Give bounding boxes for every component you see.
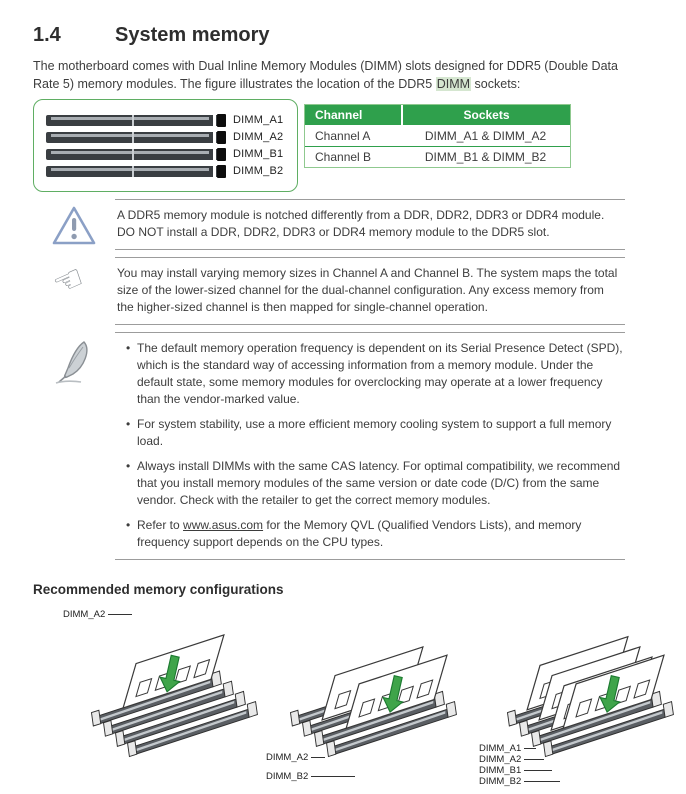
channel-a-sockets-cell: DIMM_A1 & DIMM_A2 [401, 125, 570, 146]
dimm-slot-label: DIMM_B2 [233, 165, 284, 177]
table-header-channel: Channel [305, 105, 401, 125]
link-bullet-before: Refer to [137, 518, 184, 532]
link-bullet-after: for the Memory QVL (Qualified Vendors Lists), and memory frequency support depends on the CPU types. [137, 518, 582, 549]
warning-triangle-icon [33, 199, 115, 250]
dimm-slot-row [46, 131, 289, 143]
recommended-configurations-figure [63, 609, 625, 794]
bullet-marker [117, 517, 137, 551]
info-note [33, 332, 625, 560]
bullet-text: Always install DIMMs with the same CAS latency. For optimal compatibility, we recommend that you install memory modules of the same version or date code (D/C) from the same vendor. Check with the retailer to get the correct memory modules. [137, 459, 621, 507]
bullet-marker [117, 340, 137, 408]
list-item [117, 416, 623, 450]
dimm-slot-label: DIMM_A2 [233, 131, 284, 143]
dimm-slot-row [46, 114, 289, 126]
config1-label-a2: DIMM_A2 [63, 609, 132, 620]
warning-note [33, 199, 625, 250]
config3-label-b2: DIMM_B2 [479, 776, 560, 787]
quad-dimm-config-diagram [461, 609, 660, 794]
dimm-slot-row [46, 148, 289, 160]
dimm-slot-diagram [33, 99, 298, 192]
table-header-sockets: Sockets [401, 105, 570, 125]
pointing-hand-icon: ☜ [46, 257, 90, 305]
list-item [117, 517, 623, 551]
bullet-marker [117, 416, 137, 450]
section-heading [33, 24, 625, 47]
bullet-text: For system stability, use a more efficient memory cooling system to support a full memory load. [137, 417, 612, 448]
list-item [117, 340, 623, 408]
dimm-slot-graphic [46, 149, 226, 160]
channel-b-sockets-cell: DIMM_B1 & DIMM_B2 [401, 146, 570, 167]
channel-a-cell: Channel A [305, 125, 401, 146]
important-note [33, 257, 625, 325]
quill-pen-icon [33, 332, 115, 560]
channel-sockets-table [304, 104, 571, 168]
dimm-install-art-1 [85, 609, 270, 781]
info-bullet-list [117, 340, 623, 551]
table-row [305, 146, 570, 167]
dimm-slot-row [46, 165, 289, 177]
info-note-body [115, 332, 625, 560]
dimm-location-figure-row [33, 99, 625, 192]
bullet-marker [117, 458, 137, 509]
dimm-slot-label: DIMM_A1 [233, 114, 284, 126]
intro-text-before: The motherboard comes with Dual Inline Memory Modules (DIMM) slots designed for DDR5 (Double Data Rate 5) memory modules. The figure illustrates the location of the DDR5 [33, 59, 618, 91]
channel-b-cell: Channel B [305, 146, 401, 167]
config3-label-b1: DIMM_B1 [479, 765, 552, 776]
config3-label-a1: DIMM_A1 [479, 743, 536, 754]
list-item [117, 458, 623, 509]
page-title: System memory [115, 24, 270, 46]
highlighted-term: DIMM [436, 77, 471, 91]
important-note-text: You may install varying memory sizes in Channel A and Channel B. The system maps the total size of the lower-sized channel for the dual-channel configuration. Any excess memory from the higher-sized channel is then mapped for single-channel operation. [115, 257, 625, 325]
warning-note-text: A DDR5 memory module is notched differently from a DDR, DDR2, DDR3 or DDR4 module. DO NOT install a DDR, DDR2, DDR3 or DDR4 memory module to the DDR5 slot. [115, 199, 625, 250]
section-number: 1.4 [33, 24, 61, 46]
bullet-text-with-link [137, 517, 623, 551]
dimm-slot-graphic [46, 166, 226, 177]
dimm-slot-label: DIMM_B1 [233, 148, 284, 160]
dual-dimm-config-diagram [262, 609, 461, 794]
table-row [305, 125, 570, 146]
intro-text-after: sockets: [471, 77, 521, 91]
asus-website-link[interactable]: www.asus.com [183, 518, 264, 532]
dimm-slot-graphic [46, 132, 226, 143]
intro-paragraph [33, 57, 633, 93]
bullet-text: The default memory operation frequency is dependent on its Serial Presence Detect (SPD), which is the standard way of accessing information from a memory module. Under the default state, some memory modules for overclocking may operate at a lower frequency than the vendor-marked value. [137, 341, 623, 406]
config2-label-b2: DIMM_B2 [266, 771, 355, 782]
single-dimm-config-diagram [63, 609, 262, 794]
recommended-configurations-heading: Recommended memory configurations [33, 582, 284, 597]
config3-label-a2: DIMM_A2 [479, 754, 544, 765]
dimm-slot-graphic [46, 115, 226, 126]
config2-label-a2: DIMM_A2 [266, 752, 325, 763]
